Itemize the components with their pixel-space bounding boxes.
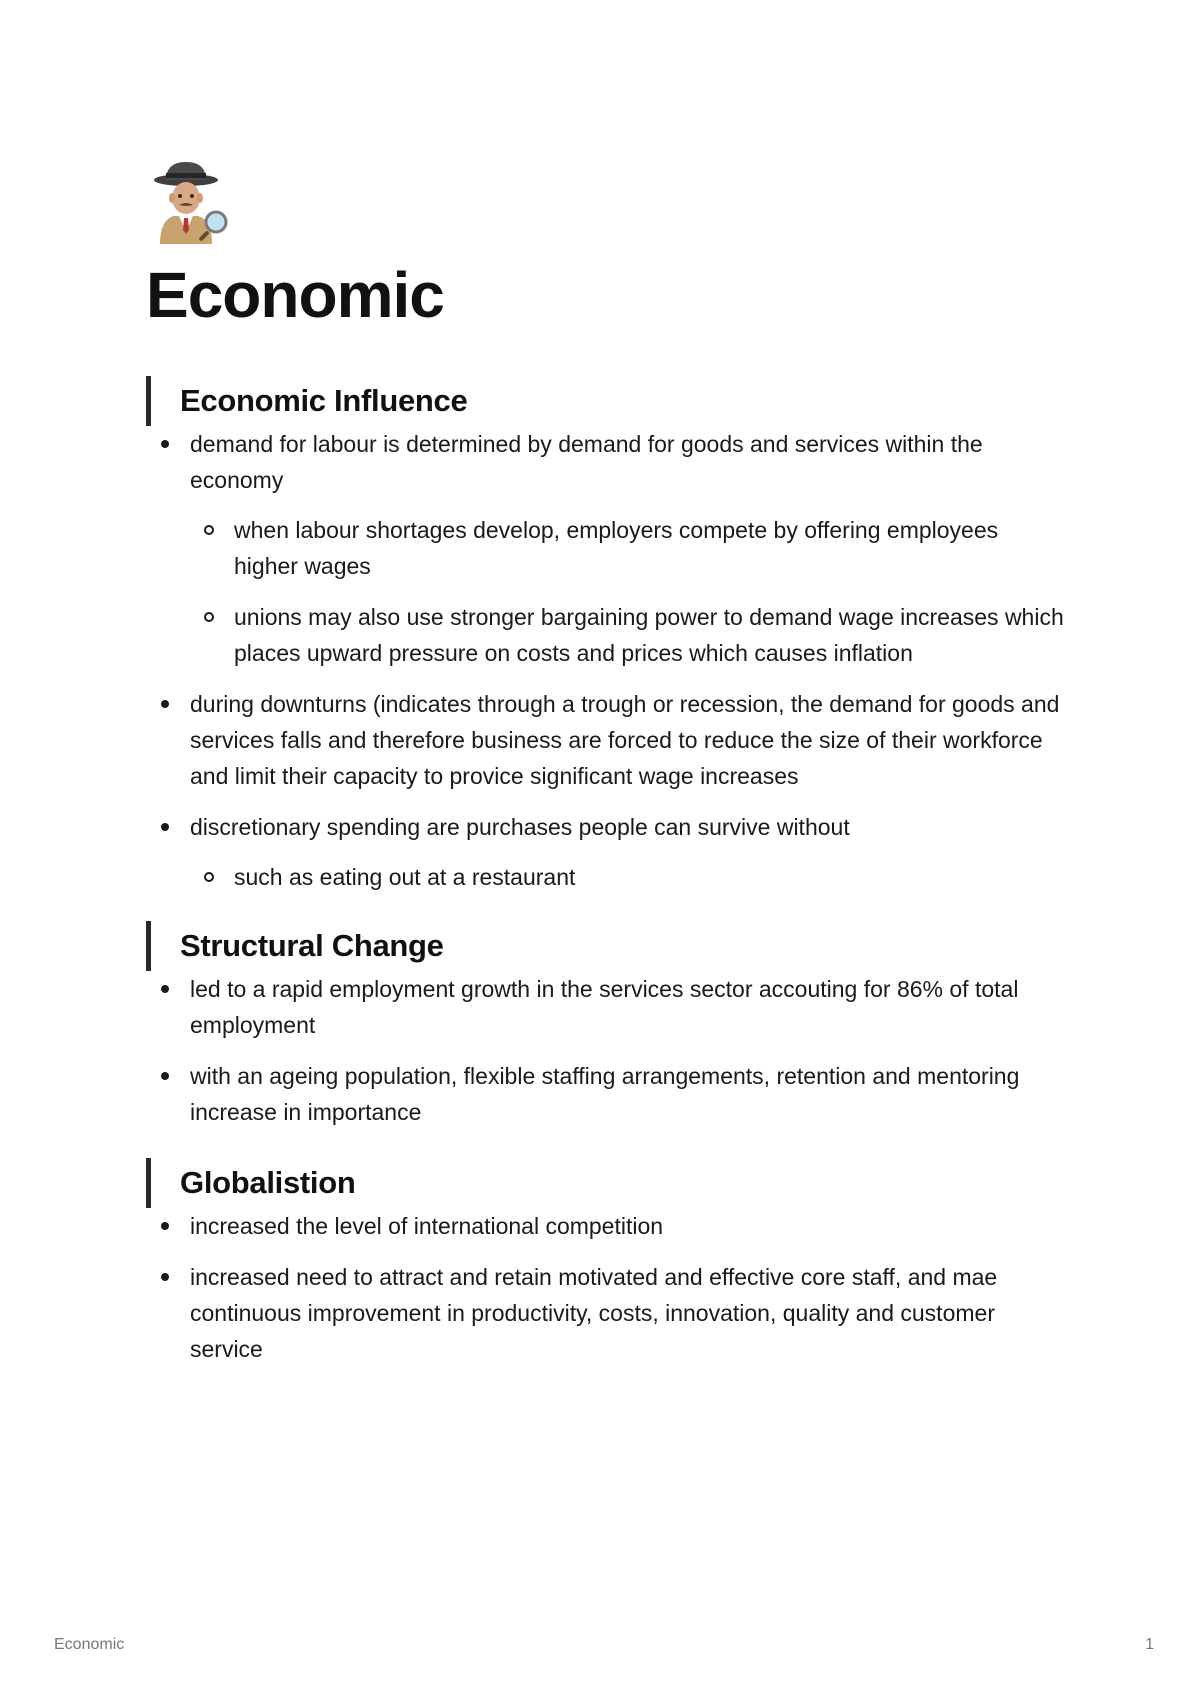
list-item [146,809,1066,895]
list-item [146,1259,1066,1367]
bullet-dot-icon [161,985,169,993]
list-item-text: such as eating out at a restaurant [234,864,576,890]
section-heading-economic-influence: Economic Influence [146,376,1066,426]
nested-bullet-list [190,512,1066,671]
bullet-dot-icon [161,700,169,708]
list-item-text: increased the level of international competition [190,1213,664,1239]
list-item [146,1208,1066,1244]
bullet-dot-icon [161,1072,169,1080]
bullet-circle-icon [204,525,214,535]
list-item-text: demand for labour is determined by demand for goods and services within the economy [190,431,983,493]
detective-icon [152,158,232,244]
section-heading-globalistion: Globalistion [146,1158,1066,1208]
list-item [146,686,1066,794]
list-item [146,1058,1066,1130]
list-item [146,971,1066,1043]
page-title: Economic [146,259,444,331]
nested-list-item [190,599,1066,671]
document-content [146,376,1066,1382]
bullet-circle-icon [204,612,214,622]
nested-list-item [190,859,1066,895]
list-item-text: unions may also use stronger bargaining power to demand wage increases which places upward pressure on costs and prices which causes inflation [234,604,1064,666]
list-item-text: with an ageing population, flexible staffing arrangements, retention and mentoring increase in importance [190,1063,1020,1125]
section-heading-structural-change: Structural Change [146,921,1066,971]
footer-doc-name: Economic [54,1636,125,1653]
bullet-dot-icon [161,1222,169,1230]
bullet-dot-icon [161,440,169,448]
nested-bullet-list [190,859,1066,895]
bullet-dot-icon [161,1273,169,1281]
bullet-circle-icon [204,872,214,882]
list-item-text: increased need to attract and retain motivated and effective core staff, and mae continuous improvement in productivity, costs, innovation, quality and customer service [190,1264,998,1362]
footer-page-number: 1 [1145,1636,1154,1653]
bullet-list [146,971,1066,1130]
list-item-text: discretionary spending are purchases people can survive without [190,814,850,840]
list-item [146,426,1066,671]
bullet-list [146,1208,1066,1367]
list-item-text: during downturns (indicates through a trough or recession, the demand for goods and services falls and therefore business are forced to reduce the size of their workforce and limit their capacity to provice significant wage increases [190,691,1060,789]
list-item-text: led to a rapid employment growth in the services sector accouting for 86% of total employment [190,976,1019,1038]
list-item-text: when labour shortages develop, employers compete by offering employees higher wages [234,517,999,579]
nested-list-item [190,512,1066,584]
bullet-list [146,426,1066,895]
bullet-dot-icon [161,823,169,831]
